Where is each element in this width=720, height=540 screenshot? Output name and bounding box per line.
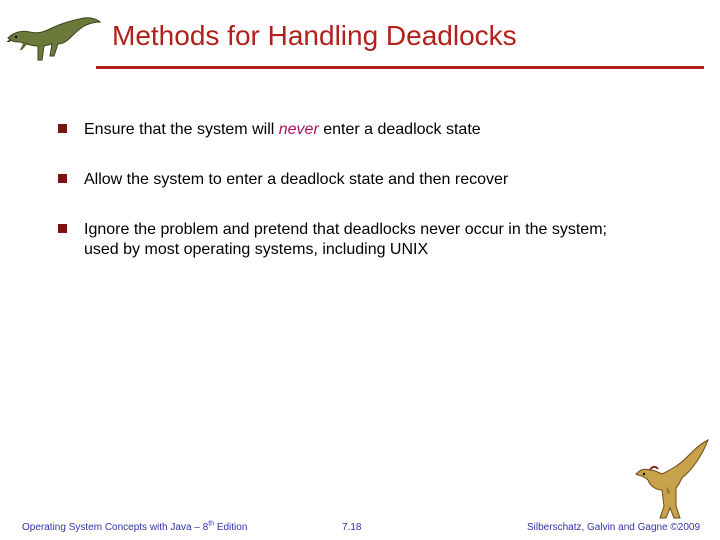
footer-page-number: 7.18 (342, 522, 362, 533)
bullet-item: Ensure that the system will never enter a deadlock state (58, 120, 481, 140)
dinosaur-logo-icon (4, 12, 102, 64)
footer-copyright: Silberschatz, Galvin and Gagne ©2009 (527, 522, 701, 533)
bullet-marker-icon (58, 124, 67, 133)
bullet-marker-icon (58, 224, 67, 233)
slide-title: Methods for Handling Deadlocks (112, 20, 517, 51)
title-underline (96, 66, 704, 69)
dinosaur-figure-icon (630, 436, 710, 522)
bullet-item: Allow the system to enter a deadlock state and then recover (58, 170, 508, 190)
bullet-item: Ignore the problem and pretend that deadlocks never occur in the system; used by most operating systems, including UNIX (58, 220, 624, 260)
bullet-marker-icon (58, 174, 67, 183)
emphasis-text: never (278, 121, 319, 138)
footer-book: Operating System Concepts with Java – 8th Edition (22, 520, 248, 533)
